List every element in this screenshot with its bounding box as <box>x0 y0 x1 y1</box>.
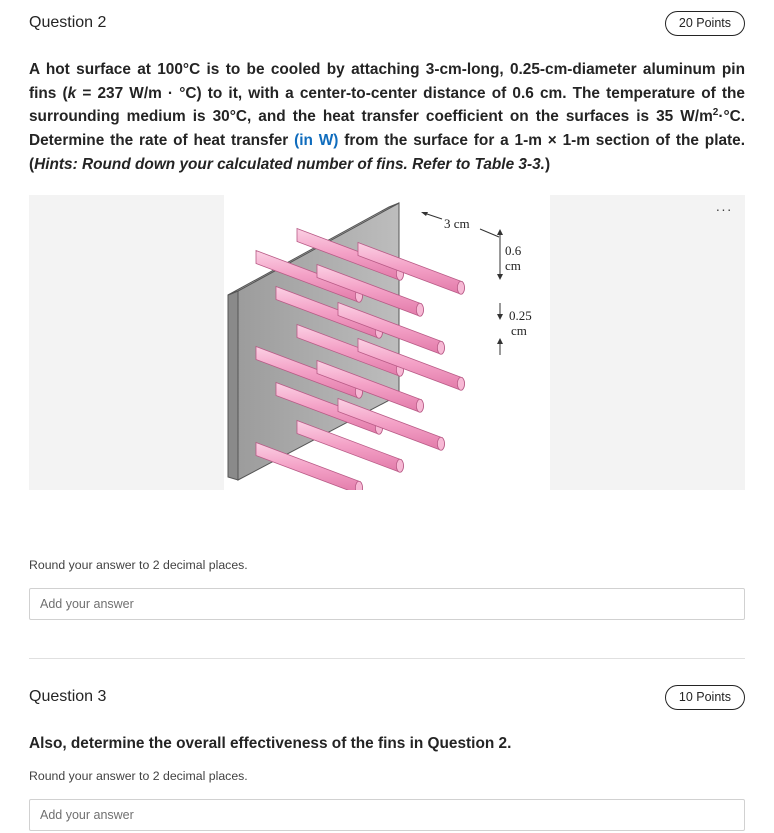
diameter-arrow-bottom <box>497 338 503 344</box>
question-3-title: Question 3 <box>29 688 107 705</box>
pin-fin-figure <box>224 195 550 490</box>
question-3-header <box>29 685 745 711</box>
spacing-label-unit: cm <box>505 258 521 273</box>
pin-fin-tip <box>396 459 403 472</box>
more-options-icon[interactable]: ··· <box>715 201 733 217</box>
question-3-text: Also, determine the overall effectiveness of the fins in Question 2. <box>29 735 512 752</box>
pin-fin-tip <box>437 341 444 354</box>
question-2-answer-input[interactable] <box>29 588 745 620</box>
question-2-text-part: A hot surface at 100°C is to be cooled by attaching 3-cm-long, 0.25-cm-diameter aluminum pin fins ( <box>29 61 745 102</box>
pin-fin-tip <box>437 437 444 450</box>
pin-fin-tip <box>457 377 464 390</box>
length-dimension-line-right <box>480 229 499 237</box>
pin-fin-diagram <box>224 195 550 490</box>
question-2-text-part: = 237 W/m · °C) to it, with a center-to-center distance of 0.6 cm. The temperature of the surrounding medium is 30°C, and the heat transfer coefficient on the surfaces is 35 W/m <box>29 84 745 126</box>
pin-fin-tip <box>355 481 362 490</box>
question-3-round-hint: Round your answer to 2 decimal places. <box>29 769 248 783</box>
pin-fin-tip <box>416 303 423 316</box>
length-label: 3 cm <box>444 216 470 231</box>
spacing-arrow-top <box>497 229 503 235</box>
question-3-answer-input[interactable] <box>29 799 745 831</box>
diameter-arrow-top <box>497 314 503 320</box>
plate-side <box>228 291 238 480</box>
spacing-arrow-bottom <box>497 274 503 280</box>
image-background-right <box>550 195 745 490</box>
question-2-text-part: from the surface for a 1-m × 1-m section of the plate. ( <box>29 132 745 173</box>
question-2-header <box>29 11 745 37</box>
question-2-text-superscript: 2 <box>712 107 719 119</box>
image-background-left <box>29 195 224 490</box>
question-2-hint-text: Hints: Round down your calculated number of fins. Refer to Table 3-3. <box>34 155 545 173</box>
pin-fin-tip <box>416 399 423 412</box>
question-2-unit-highlight: (in W) <box>294 132 339 150</box>
question-2-round-hint: Round your answer to 2 decimal places. <box>29 558 248 572</box>
question-divider <box>29 658 745 659</box>
question-2-text-part: ·°C. Determine the rate of heat transfer <box>29 108 745 150</box>
question-2-title: Question 2 <box>29 14 107 31</box>
length-arrow-left <box>421 212 428 216</box>
question-2-text-part: ) <box>544 155 551 173</box>
diameter-label-unit: cm <box>511 323 527 338</box>
question-2-text-k: k <box>67 84 77 102</box>
pin-fin-tip <box>457 281 464 294</box>
spacing-label-value: 0.6 <box>505 243 522 258</box>
question-2-text <box>29 58 745 177</box>
question-2-points-badge: 20 Points <box>665 11 745 36</box>
diameter-label-value: 0.25 <box>509 308 532 323</box>
question-2-image-area <box>29 195 745 490</box>
question-3-points-badge: 10 Points <box>665 685 745 710</box>
